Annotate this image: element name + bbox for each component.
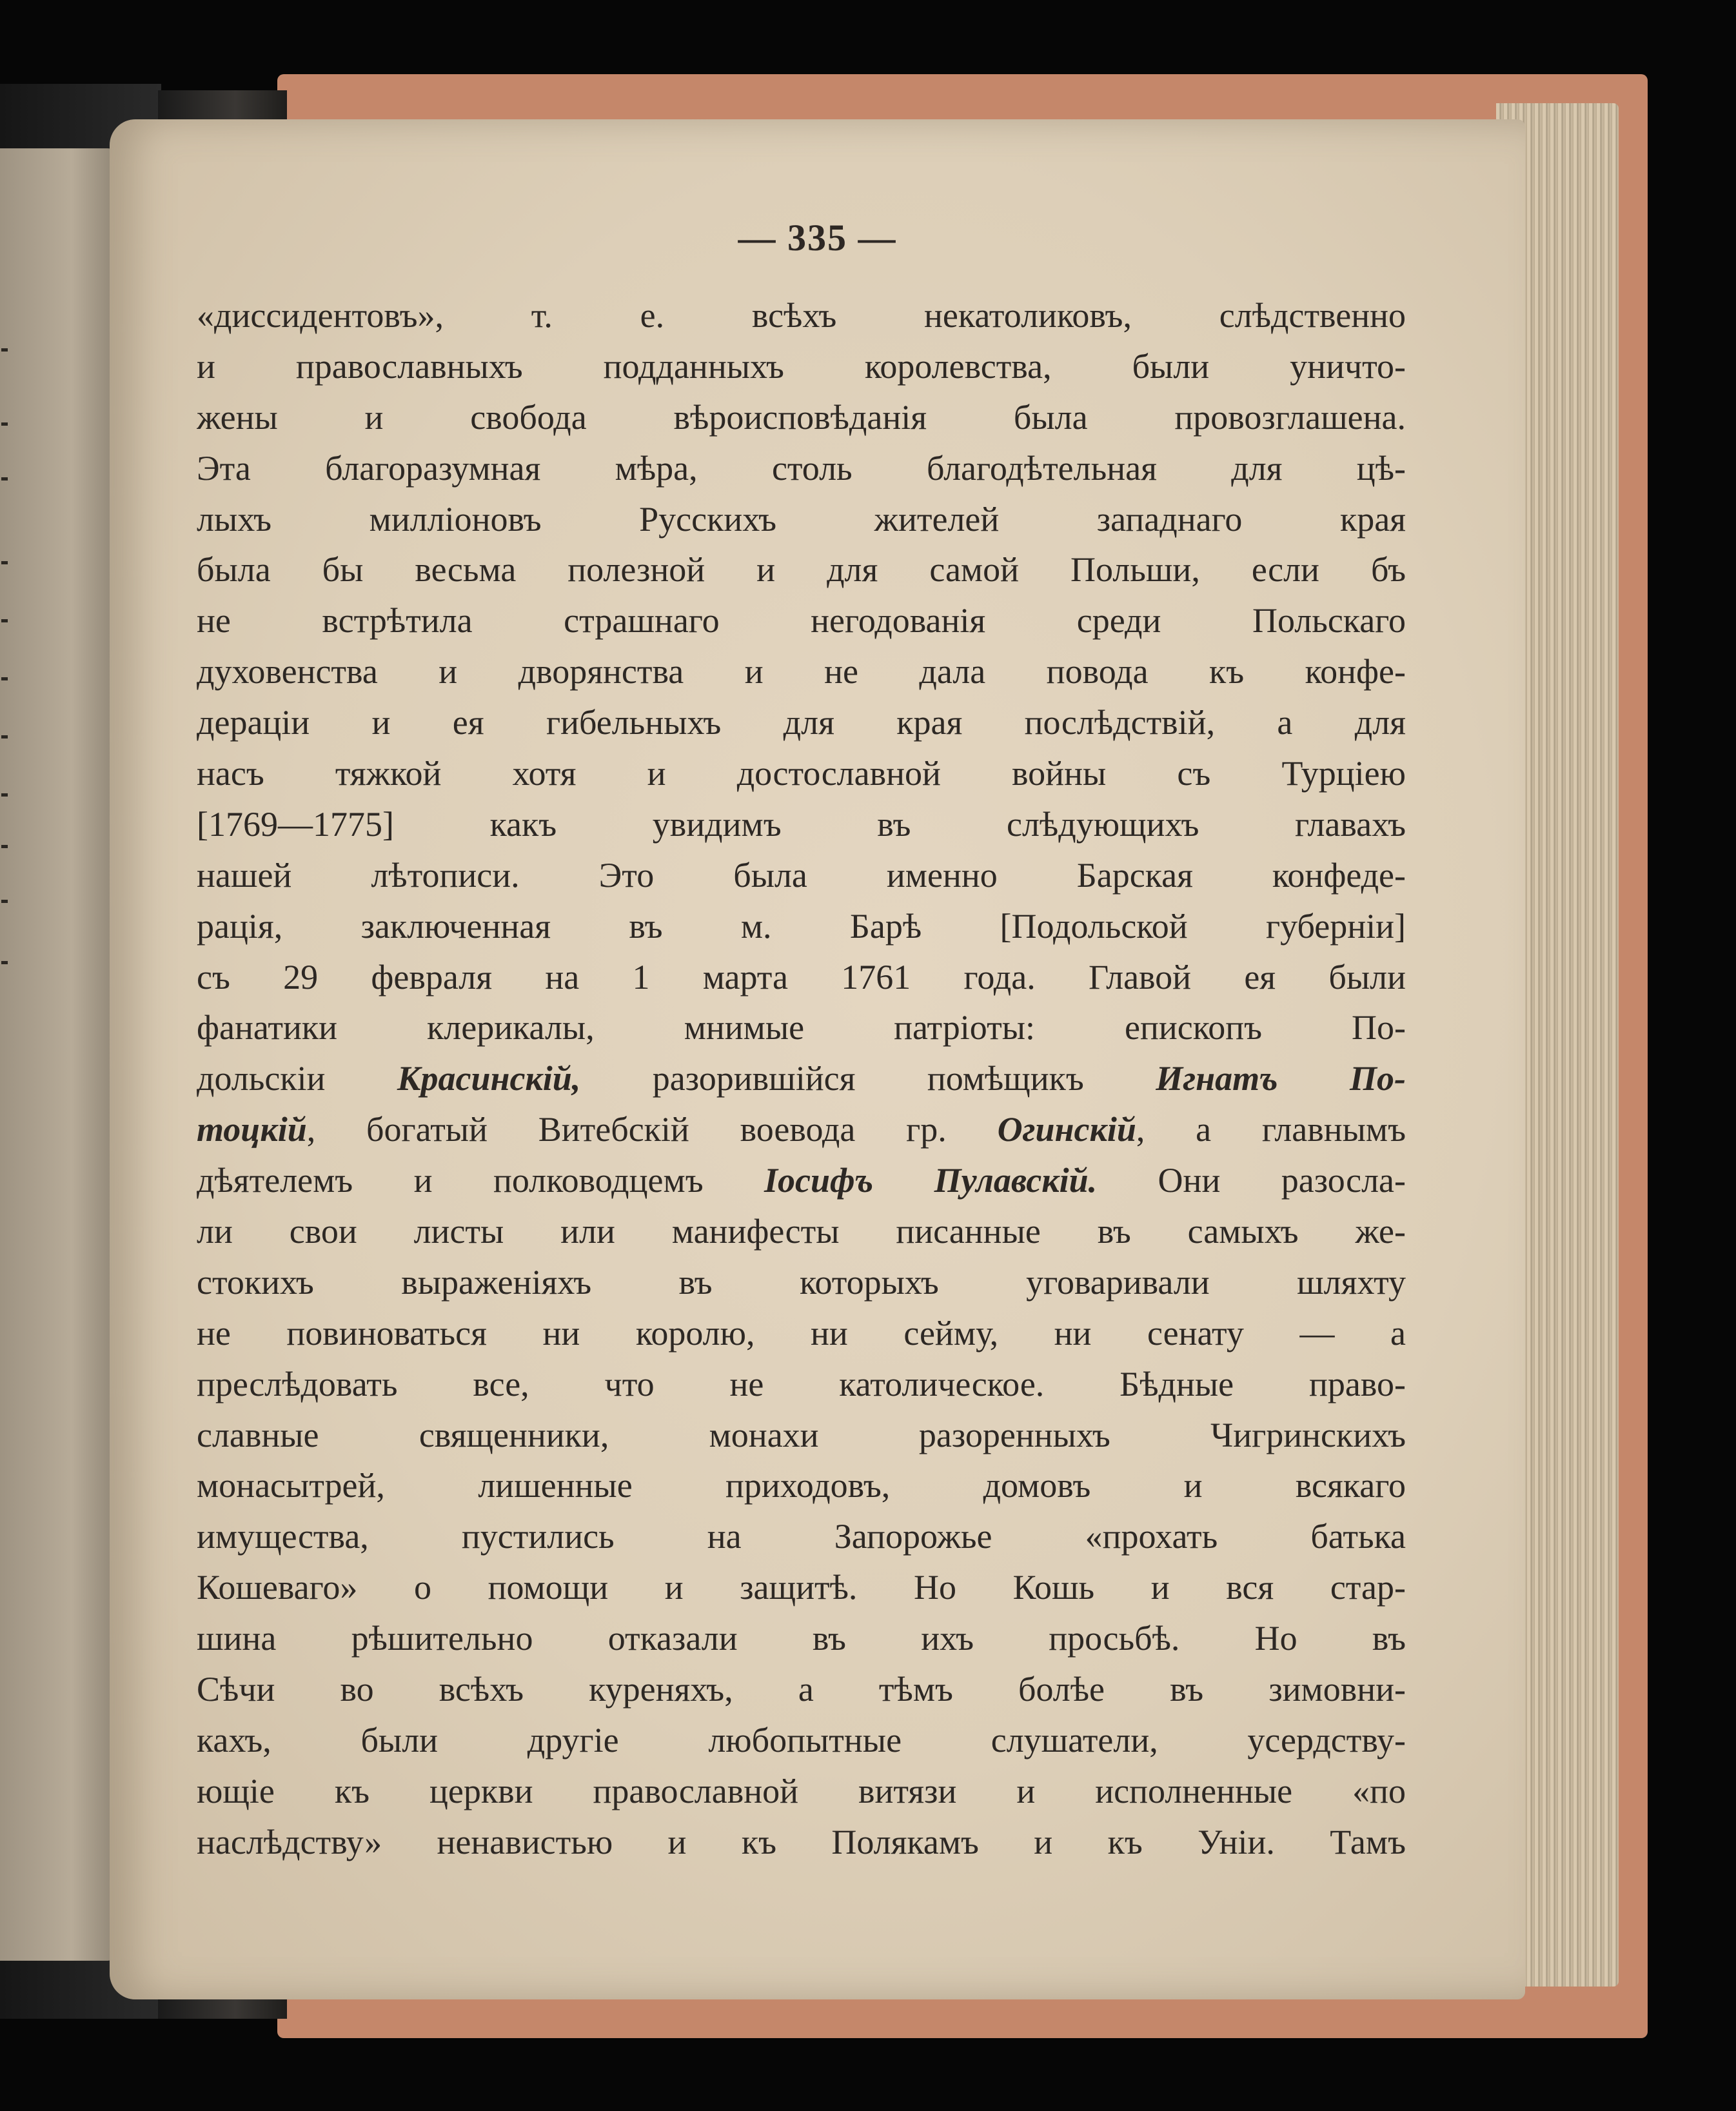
- text-run: не повиноваться ни королю, ни сейму, ни сенату — а: [197, 1313, 1406, 1353]
- text-line: [197, 1460, 1406, 1511]
- text-line: [197, 1257, 1406, 1308]
- text-line: [197, 1410, 1406, 1461]
- text-run: духовенства и дворянства и не дала повода къ конфе-: [197, 652, 1406, 691]
- text-line: [197, 595, 1406, 646]
- text-run: Кошеваго» о помощи и защитѣ. Но Кошь и вся стар-: [197, 1568, 1406, 1607]
- text-run: имущества, пустились на Запорожье «прохать батька: [197, 1517, 1406, 1556]
- text-line: [197, 290, 1406, 341]
- text-line: [197, 1308, 1406, 1359]
- text-line: [197, 1766, 1406, 1817]
- name-emphasis: Красинскій,: [397, 1059, 581, 1098]
- text-run: не встрѣтила страшнаго негодованія среди Польскаго: [197, 601, 1406, 640]
- text-run: славные священники, монахи разоренныхъ Чигринскихъ: [197, 1415, 1406, 1454]
- name-emphasis: Игнатъ По-: [1156, 1059, 1406, 1098]
- text-line: [197, 697, 1406, 748]
- text-line: [197, 952, 1406, 1003]
- text-run: кахъ, были другіе любопытные слушатели, усердству-: [197, 1720, 1406, 1759]
- text-line: [197, 646, 1406, 697]
- text-line: [197, 392, 1406, 443]
- text-line: [197, 1002, 1406, 1053]
- text-line: [197, 1613, 1406, 1664]
- text-run: рація, заключенная въ м. Барѣ [Подольской губерніи]: [197, 906, 1406, 946]
- text-line: [197, 901, 1406, 952]
- text-line: [197, 494, 1406, 545]
- text-run: Эта благоразумная мѣра, столь благодѣтельная для цѣ-: [197, 448, 1406, 488]
- text-line: [197, 1817, 1406, 1868]
- text-line: [197, 1664, 1406, 1715]
- text-run: монасытрей, лишенные приходовъ, домовъ и всякаго: [197, 1466, 1406, 1505]
- text-run: , богатый Витебскій воевода гр.: [306, 1110, 998, 1149]
- text-run: шина рѣшительно отказали въ ихъ просьбѣ. Но въ: [197, 1619, 1406, 1658]
- text-run: лыхъ милліоновъ Русскихъ жителей западнаго края: [197, 499, 1406, 539]
- text-run: жены и свобода вѣроисповѣданія была провозглашена.: [197, 397, 1406, 437]
- text-line: [197, 1359, 1406, 1410]
- text-run: дольскіи: [197, 1059, 397, 1098]
- text-run: наслѣдству» ненавистью и къ Полякамъ и къ Уніи. Тамъ: [197, 1822, 1406, 1861]
- text-line: [197, 1155, 1406, 1206]
- page-number: — 335 —: [738, 217, 897, 259]
- text-run: нашей лѣтописи. Это была именно Барская конфеде-: [197, 855, 1406, 895]
- text-line: [197, 850, 1406, 901]
- text-run: стокихъ выраженіяхъ въ которыхъ уговаривали шляхту: [197, 1262, 1406, 1302]
- text-run: , а главнымъ: [1136, 1110, 1406, 1149]
- text-run: дѣятелемъ и полководцемъ: [197, 1161, 765, 1200]
- text-line: [197, 1053, 1406, 1104]
- name-emphasis: Іосифъ Пулавскій.: [764, 1161, 1098, 1200]
- text-line: [197, 341, 1406, 392]
- text-run: Сѣчи во всѣхъ куреняхъ, а тѣмъ болѣе въ зимовни-: [197, 1670, 1406, 1709]
- text-line: [197, 748, 1406, 799]
- text-run: преслѣдовать все, что не католическое. Бѣдные право-: [197, 1364, 1406, 1403]
- text-run: фанатики клерикалы, мнимые патріоты: епископъ По-: [197, 1008, 1406, 1047]
- text-line: [197, 1104, 1406, 1155]
- book-page: [110, 119, 1525, 1999]
- text-run: и православныхъ подданныхъ королевства, были уничто-: [197, 346, 1406, 386]
- name-emphasis: тоцкій: [197, 1110, 307, 1149]
- text-line: [197, 1206, 1406, 1257]
- text-run: насъ тяжкой хотя и достославной войны съ Турціею: [197, 754, 1406, 793]
- text-line: [197, 443, 1406, 494]
- text-line: [197, 1715, 1406, 1766]
- text-line: [197, 1562, 1406, 1613]
- text-run: «диссидентовъ», т. е. всѣхъ некатоликовъ, слѣдственно: [197, 296, 1406, 335]
- text-run: съ 29 февраля на 1 марта 1761 года. Главой ея были: [197, 957, 1406, 996]
- text-run: [1769—1775] какъ увидимъ въ слѣдующихъ главахъ: [197, 804, 1406, 844]
- text-line: [197, 1511, 1406, 1562]
- text-run: Они разосла-: [1097, 1161, 1406, 1200]
- text-line: [197, 544, 1406, 595]
- text-line: [197, 799, 1406, 850]
- previous-page-edge: [0, 148, 119, 1961]
- text-run: дераціи и ея гибельныхъ для края послѣдствій, а для: [197, 703, 1406, 742]
- name-emphasis: Огинскій: [997, 1110, 1136, 1149]
- text-run: разорившійся помѣщикъ: [580, 1059, 1156, 1098]
- text-run: ющіе къ церкви православной витязи и исполненные «по: [197, 1771, 1406, 1810]
- body-text: [197, 290, 1406, 1868]
- text-run: ли свои листы или манифесты писанные въ самыхъ же-: [197, 1212, 1406, 1251]
- text-run: была бы весьма полезной и для самой Польши, если бъ: [197, 550, 1406, 590]
